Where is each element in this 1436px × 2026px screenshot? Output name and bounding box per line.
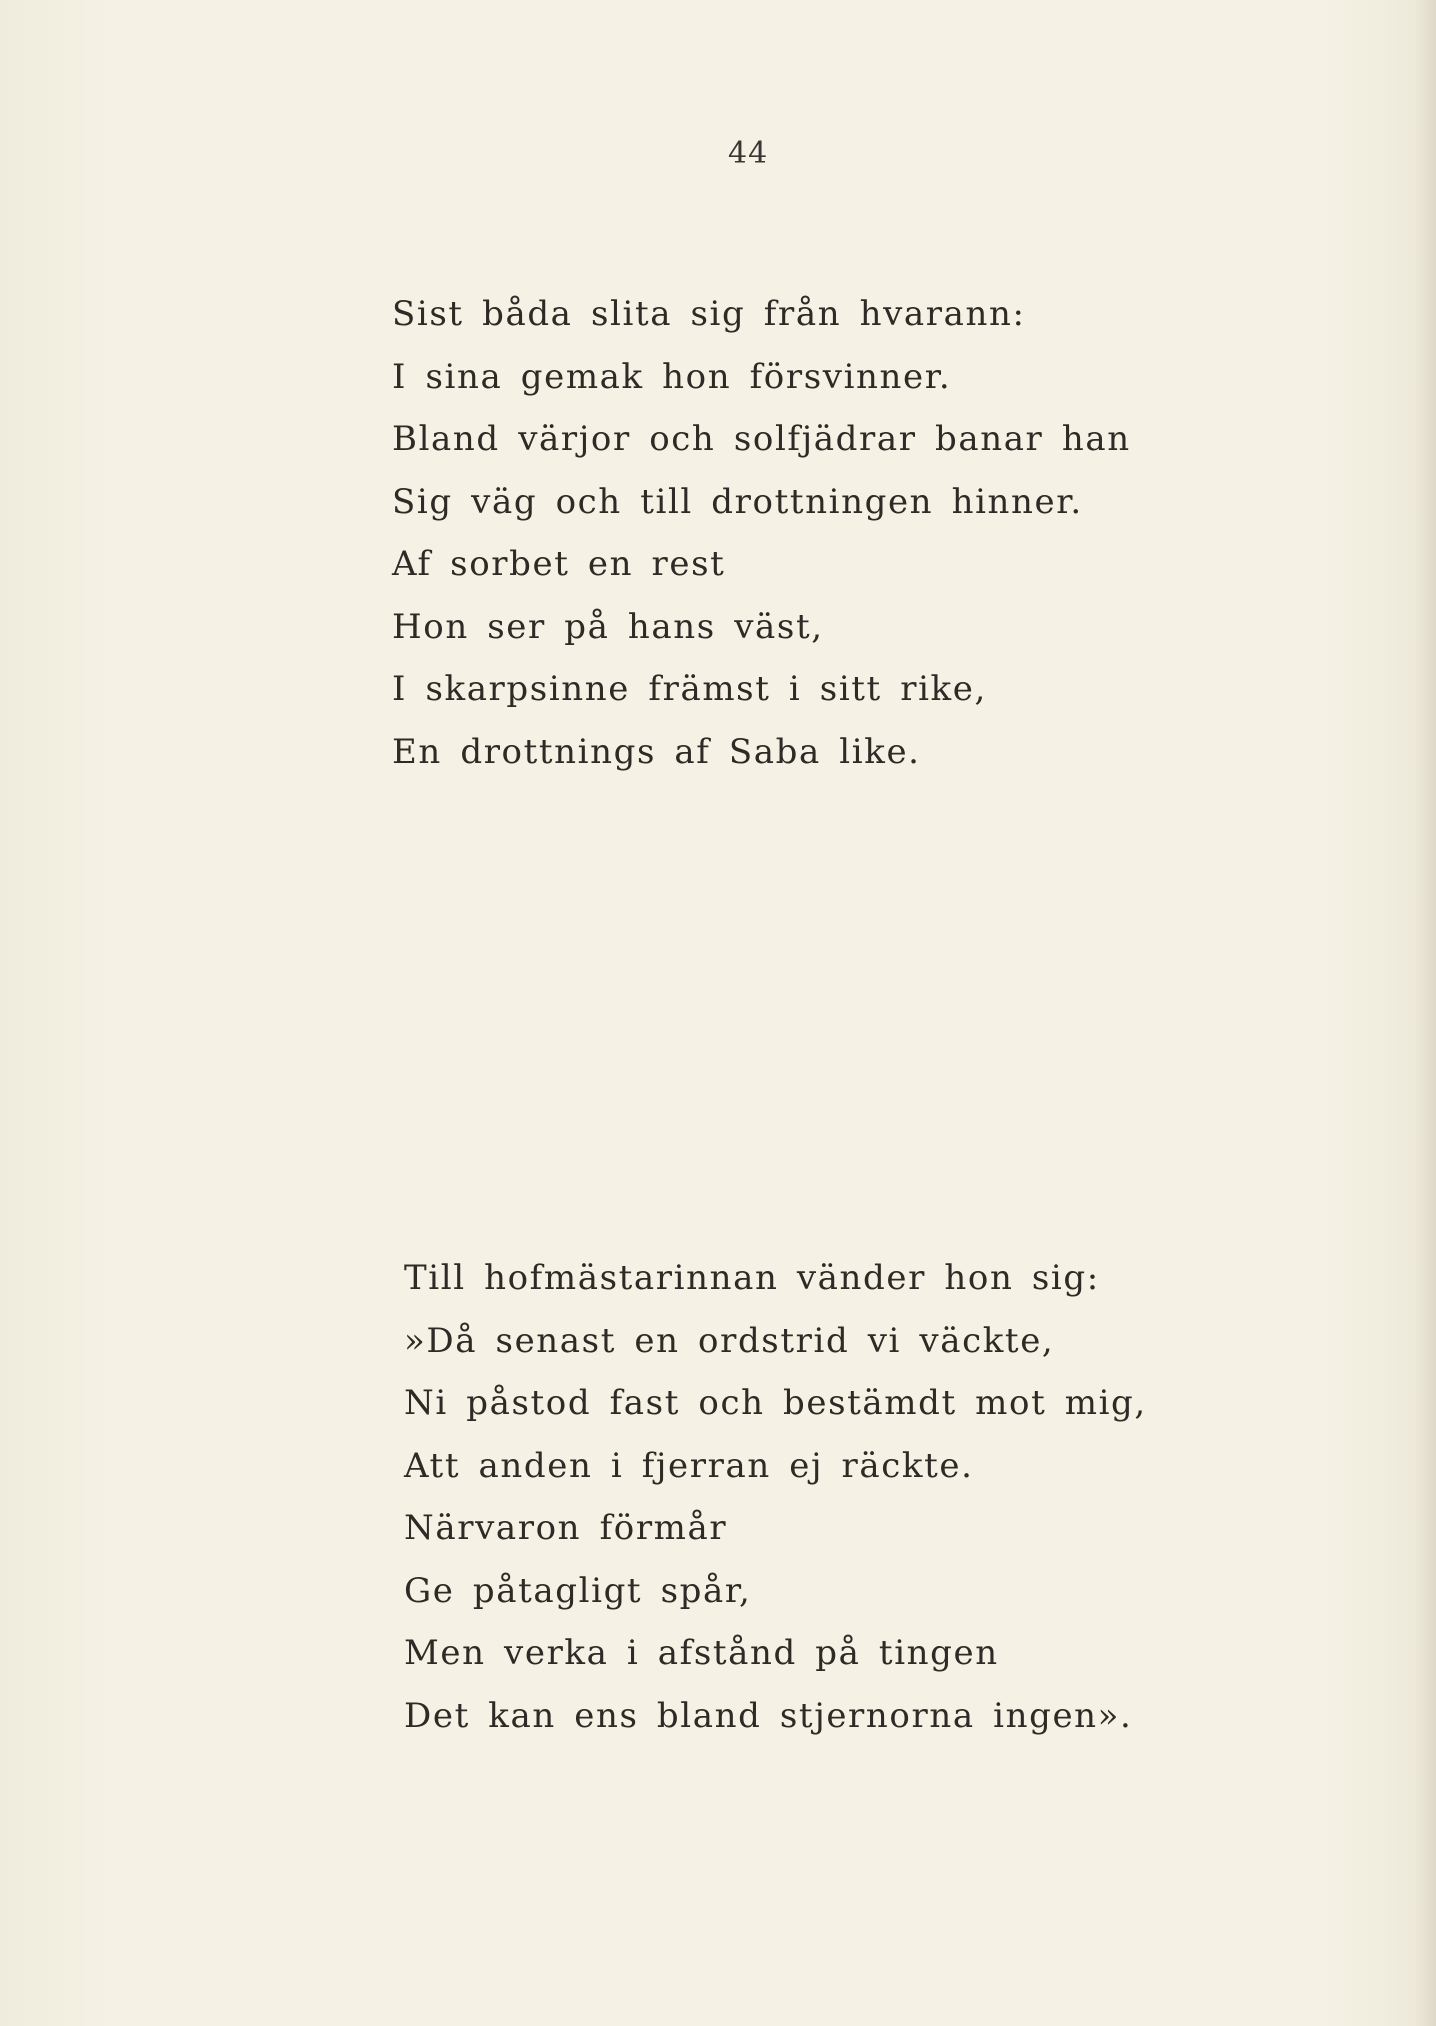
poem-line: Sist båda slita sig från hvarann: — [392, 294, 1026, 334]
poem-line: Bland värjor och solfjädrar banar han — [392, 419, 1131, 459]
poem-line: Ni påstod fast och bestämdt mot mig, — [404, 1383, 1147, 1423]
poem-line: I sina gemak hon försvinner. — [392, 356, 952, 397]
poem-line: Att anden i fjerran ej räckte. — [404, 1445, 974, 1486]
poem-line: Till hofmästarinnan vänder hon sig: — [404, 1258, 1100, 1298]
poem-line: Närvaron förmår — [404, 1508, 728, 1548]
page-edge-shadow — [1414, 0, 1436, 2026]
poem-line: I skarpsinne främst i sitt rike, — [392, 669, 987, 709]
poem-line: Hon ser på hans väst, — [392, 606, 824, 647]
poem-line: »Då senast en ordstrid vi väckte, — [404, 1320, 1055, 1361]
poem-stanza-2 — [404, 1247, 1147, 1747]
poem-line: Det kan ens bland stjernorna ingen». — [404, 1695, 1133, 1736]
poem-stanza-1 — [392, 283, 1131, 783]
page-number: 44 — [728, 136, 769, 171]
poem-line: Men verka i afstånd på tingen — [404, 1633, 999, 1673]
poem-line: En drottnings af Saba like. — [392, 731, 921, 772]
poem-line: Af sorbet en rest — [392, 544, 726, 584]
poem-line: Ge påtagligt spår, — [404, 1570, 752, 1611]
poem-line: Sig väg och till drottningen hinner. — [392, 481, 1083, 522]
